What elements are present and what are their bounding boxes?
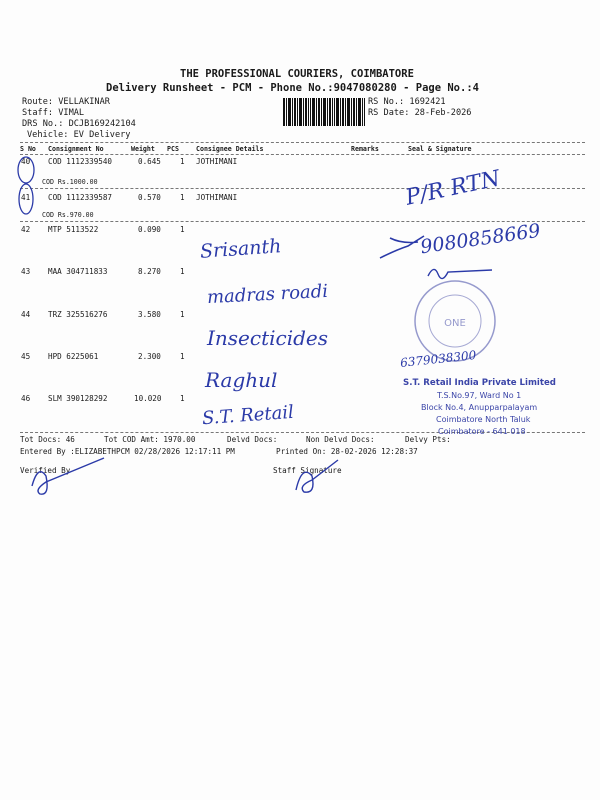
handwritten-phone-2: 6379038300 <box>399 348 477 370</box>
row-cod-amount: COD Rs.1000.00 <box>42 178 98 186</box>
row-sno: 45 <box>21 352 31 361</box>
row-sno: 40 <box>21 157 31 166</box>
header-rule-bottom <box>20 154 585 155</box>
handwritten-pr-rtn: P/R RTN <box>403 166 503 211</box>
row-weight: 0.645 <box>138 157 161 166</box>
row-sno: 44 <box>21 310 31 319</box>
printed-on: Printed On: 28-02-2026 12:28:37 <box>276 447 418 456</box>
col-sno: S No <box>20 145 36 153</box>
seal-text: ONE <box>444 318 466 329</box>
row-sno: 41 <box>21 193 31 202</box>
runsheet-title: Delivery Runsheet - PCM - Phone No.:9047080280 - Page No.:4 <box>106 82 479 94</box>
handwritten-name-45: Raghul <box>205 368 278 392</box>
row-consignment: MTP 5113522 <box>48 225 99 234</box>
row-separator <box>20 221 585 222</box>
col-pcs: PCS <box>167 145 179 153</box>
row-sno: 46 <box>21 394 31 403</box>
row-consignment: COD 1112339587 <box>48 193 113 202</box>
row-pcs: 1 <box>180 394 185 403</box>
row-consignment: SLM 390128292 <box>48 394 108 403</box>
row-weight: 8.270 <box>138 267 161 276</box>
vehicle: Vehicle: EV Delivery <box>27 130 131 140</box>
stamp-address-1: T.S.No.97, Ward No 1 <box>437 391 522 400</box>
rs-number: RS No.: 1692421 <box>368 97 446 107</box>
row-cod-amount: COD Rs.970.00 <box>42 211 94 219</box>
row-weight: 3.580 <box>138 310 161 319</box>
col-remarks: Remarks <box>351 145 379 153</box>
row-sno: 42 <box>21 225 31 234</box>
barcode <box>283 98 365 126</box>
entered-by: Entered By :ELIZABETHPCM 02/28/2026 12:17:11 PM <box>20 447 235 456</box>
verified-by: Verified By <box>20 466 71 475</box>
row-pcs: 1 <box>180 157 185 166</box>
drs-number: DRS No.: DCJB169242104 <box>22 119 136 129</box>
row-consignment: TRZ 325516276 <box>48 310 108 319</box>
sno-circle-marks <box>14 152 40 222</box>
handwritten-name-44: Insecticides <box>207 326 329 350</box>
delivery-points: Delvy Pts: <box>405 435 451 444</box>
col-consignee: Consignee Details <box>196 145 264 153</box>
row-pcs: 1 <box>180 310 185 319</box>
row-pcs: 1 <box>180 193 185 202</box>
row-weight: 10.020 <box>134 394 162 403</box>
row-sno: 43 <box>21 267 31 276</box>
handwritten-name-46: S.T. Retail <box>201 401 295 430</box>
row-consignee: JOTHIMANI <box>196 157 238 166</box>
col-weight: Weight <box>131 145 155 153</box>
handwritten-name-43: madras roadi <box>206 280 329 309</box>
staff: Staff: VIMAL <box>22 108 85 118</box>
stamp-address-4: Coimbatore - 641 018 <box>438 427 526 436</box>
handwritten-name-42: Srisanth <box>199 235 283 263</box>
delivered-docs: Delvd Docs: <box>227 435 278 444</box>
company-name: THE PROFESSIONAL COURIERS, COIMBATORE <box>180 68 414 80</box>
staff-signature-scribble <box>290 456 370 501</box>
row-pcs: 1 <box>180 352 185 361</box>
stamp-address-2: Block No.4, Anupparpalayam <box>421 403 538 412</box>
staff-signature: Staff Signature <box>273 466 342 475</box>
row-weight: 0.570 <box>138 193 161 202</box>
row-pcs: 1 <box>180 267 185 276</box>
verified-signature <box>28 456 108 501</box>
row-consignee: JOTHIMANI <box>196 193 238 202</box>
rs-date: RS Date: 28-Feb-2026 <box>368 108 472 118</box>
total-cod-amount: Tot COD Amt: 1970.00 <box>104 435 196 444</box>
row-weight: 0.090 <box>138 225 161 234</box>
handwritten-phone-1: 9080858669 <box>419 219 542 259</box>
stamp-address-3: Coimbatore North Taluk <box>436 415 531 424</box>
col-seal-signature: Seal & Signature <box>408 145 472 153</box>
row-consignment: COD 1112339540 <box>48 157 113 166</box>
stamp-company-name: S.T. Retail India Private Limited <box>403 378 556 388</box>
row-weight: 2.300 <box>138 352 161 361</box>
header-rule-top <box>20 142 585 143</box>
row-pcs: 1 <box>180 225 185 234</box>
non-delivered-docs: Non Delvd Docs: <box>306 435 375 444</box>
row-consignment: HPD 6225061 <box>48 352 99 361</box>
total-docs: Tot Docs: 46 <box>20 435 75 444</box>
route: Route: VELLAKINAR <box>22 97 110 107</box>
row-consignment: MAA 304711833 <box>48 267 108 276</box>
col-consignment: Consignment No <box>48 145 104 153</box>
